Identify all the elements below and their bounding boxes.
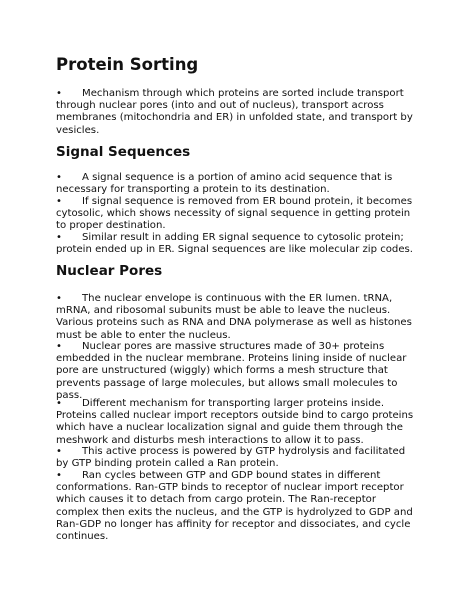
bullet-marker: •: [56, 196, 62, 207]
bullet-marker: •: [56, 398, 62, 409]
pores-text-1: The nuclear envelope is continuous with the ER lumen. tRNA, mRNA, and ribosomal subunits must be able to leave the nucleus. Various proteins such as RNA and DNA polymerase as well as histones must be able to enter the nucleus.: [56, 293, 412, 341]
pores-text-4: This active process is powered by GTP hydrolysis and facilitated by GTP binding protein called a Ran protein.: [56, 446, 406, 470]
section-heading-nuclear-pores: Nuclear Pores: [56, 263, 163, 279]
page-title: Protein Sorting: [56, 55, 199, 74]
signal-paragraph-1: [56, 172, 418, 196]
bullet-marker: •: [56, 88, 62, 99]
pores-paragraph-3: [56, 398, 418, 447]
pores-text-3: Different mechanism for transporting larger proteins inside. Proteins called nuclear import receptors outside bind to cargo proteins which have a nuclear localization signal and guide them through the meshwork and disturbs mesh interactions to allow it to pass.: [56, 398, 414, 446]
signal-text-3: Similar result in adding ER signal sequence to cytosolic protein; protein ended up in ER. Signal sequences are like molecular zip codes.: [56, 232, 414, 256]
pores-text-2: Nuclear pores are massive structures made of 30+ proteins embedded in the nuclear membrane. Proteins lining inside of nuclear pore are unstructured (wiggly) which forms a mesh structure that prevents passage of large molecules, but allows small molecules to pass.: [56, 341, 407, 401]
bullet-marker: •: [56, 232, 62, 243]
pores-paragraph-5: [56, 470, 418, 543]
pores-text-5: Ran cycles between GTP and GDP bound states in different conformations. Ran-GTP binds to receptor of nuclear import receptor which causes it to detach from cargo protein. The Ran-receptor complex then exits the nucleus, and the GTP is hydrolyzed to GDP and Ran-GDP no longer has affinity for receptor and dissociates, and cycle continues.: [56, 470, 413, 543]
bullet-marker: •: [56, 446, 62, 457]
bullet-marker: •: [56, 172, 62, 183]
intro-text: Mechanism through which proteins are sorted include transport through nuclear pores (into and out of nucleus), transport across membranes (mitochondria and ER) in unfolded state, and transport by vesicles.: [56, 88, 413, 136]
pores-paragraph-4: [56, 446, 418, 470]
pores-paragraph-2: [56, 341, 418, 402]
pores-paragraph-1: [56, 293, 418, 342]
signal-paragraph-2: [56, 196, 418, 233]
section-heading-signal-sequences: Signal Sequences: [56, 144, 191, 160]
signal-text-1: A signal sequence is a portion of amino acid sequence that is necessary for transporting a protein to its destination.: [56, 172, 393, 196]
bullet-marker: •: [56, 470, 62, 481]
intro-paragraph: [56, 88, 418, 137]
signal-paragraph-3: [56, 232, 418, 256]
bullet-marker: •: [56, 293, 62, 304]
bullet-marker: •: [56, 341, 62, 352]
signal-text-2: If signal sequence is removed from ER bound protein, it becomes cytosolic, which shows necessity of signal sequence in getting protein to proper destination.: [56, 196, 413, 232]
